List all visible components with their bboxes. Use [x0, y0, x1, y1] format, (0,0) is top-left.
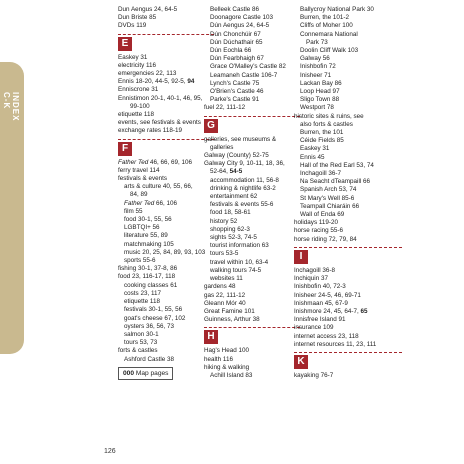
index-entry: Easkey 31 — [300, 145, 330, 153]
index-entry: gas 22, 111-12 — [204, 291, 246, 299]
index-entry: kayaking 76-7 — [294, 371, 334, 379]
index-entry: Sligo Town 88 — [300, 96, 340, 104]
index-entry: Ashford Castle 38 — [124, 355, 175, 363]
index-entry: arts & culture 40, 55, 66, — [124, 183, 193, 191]
index-entry: Na Seacht dTeampaill 66 — [300, 178, 371, 186]
index-entry: galleries, see museums & — [204, 135, 277, 143]
index-entry: Inishbofin 40, 72-3 — [294, 283, 346, 291]
index-entry: Easkey 31 — [118, 53, 148, 61]
index-entry: Lackan Bay 86 — [300, 79, 342, 87]
index-entry: Achill Island 83 — [210, 371, 253, 379]
index-entry: Teampall Chiaráin 66 — [300, 202, 360, 210]
index-entry: websites 11 — [210, 275, 243, 283]
index-entry: fuel 22, 111-12 — [204, 104, 246, 112]
section-header — [204, 327, 302, 344]
section-header — [294, 247, 404, 264]
section-header — [204, 116, 302, 133]
index-entry: Dún Chonchúir 67 — [210, 30, 261, 38]
index-entry: Hall of the Red Earl 53, 74 — [300, 161, 374, 169]
index-entry: Loop Head 97 — [300, 88, 340, 96]
index-entry: tourist information 63 — [210, 242, 269, 250]
section-header — [118, 34, 216, 51]
index-entry: cooking classes 61 — [124, 281, 178, 289]
index-entry: horse racing 55-6 — [294, 227, 344, 235]
section-header — [294, 352, 404, 369]
index-entry: hiking & walking — [204, 363, 250, 371]
index-entry: Dun Briste 85 — [118, 14, 157, 22]
index-entry: health 116 — [204, 355, 233, 363]
index-entry: Inishbofin 72 — [300, 63, 336, 71]
index-entry: emergencies 22, 113 — [118, 70, 177, 78]
index-entry: Ballycroy National Park 30 — [300, 6, 374, 13]
index-entry: costs 23, 117 — [124, 289, 161, 297]
index-entry: historic sites & ruins, see — [294, 112, 364, 120]
index-entry: oysters 36, 56, 73 — [124, 322, 175, 330]
index-entry: O'Brien's Castle 46 — [210, 88, 264, 96]
index-entry: Galway City 9, 10-11, 18, 36, — [204, 160, 285, 168]
index-entry: ferry travel 114 — [118, 166, 160, 174]
index-entry: salmon 30-1 — [124, 330, 159, 338]
index-entry: LGBTQI+ 56 — [124, 224, 160, 232]
index-entry: festivals & events 55-6 — [210, 201, 274, 209]
section-divider — [204, 116, 300, 117]
index-entry: film 55 — [124, 207, 143, 215]
index-entry: Inchagoill 36-7 — [300, 170, 341, 178]
index-entry: also forts & castles — [300, 120, 353, 128]
index-entry: 99-100 — [130, 102, 150, 110]
index-column-2 — [204, 6, 302, 380]
index-entry: Father Ted 46, 66, 69, 106 — [118, 158, 192, 166]
index-entry: Father Ted 66, 106 — [124, 199, 177, 207]
index-entry: Dún Aengus 24, 64-5 — [210, 22, 270, 30]
index-entry: music 20, 25, 84, 89, 93, 103 — [124, 248, 206, 256]
map-legend-number: 000 — [123, 369, 135, 377]
section-letter: F — [118, 142, 132, 156]
index-entry: 84, 89 — [130, 191, 148, 199]
index-entry: Park 73 — [306, 38, 328, 46]
index-entry: Galway 56 — [300, 55, 330, 63]
section-letter: K — [294, 355, 308, 369]
index-entry: etiquette 118 — [118, 111, 154, 119]
index-entry: sports 55-6 — [124, 257, 156, 265]
index-entry: fishing 30-1, 37-8, 86 — [118, 265, 178, 273]
index-entry: Hag's Head 100 — [204, 347, 249, 355]
index-entry: Inisheer 71 — [300, 71, 332, 79]
index-entry: literature 55, 89 — [124, 232, 168, 240]
index-entry: holidays 119-20 — [294, 219, 338, 227]
index-entry: Great Famine 101 — [204, 307, 255, 315]
index-entry: Lynch's Castle 75 — [210, 79, 260, 87]
index-entry: Inchagoill 36-8 — [294, 266, 335, 274]
index-entry: tours 53-5 — [210, 250, 239, 258]
section-divider — [204, 327, 300, 328]
index-entry: insurance 109 — [294, 324, 334, 332]
index-entry: Dun Aengus 24, 64-5 — [118, 6, 178, 13]
index-entry: Burren, the 101-2 — [300, 14, 350, 22]
index-entry: exchange rates 118-19 — [118, 127, 182, 135]
index-entry: events, see festivals & events — [118, 119, 201, 127]
index-entry: goat's cheese 67, 102 — [124, 314, 186, 322]
page-number: 126 — [104, 448, 116, 455]
index-entry: Ennis 18-20, 44-5, 92-5, 94 — [118, 78, 195, 86]
section-letter: H — [204, 330, 218, 344]
index-entry: festivals 30-1, 55, 56 — [124, 306, 183, 314]
section-divider — [294, 352, 402, 353]
index-entry: forts & castles — [118, 347, 158, 355]
index-entry: Doolin Cliff Walk 103 — [300, 47, 359, 55]
index-entry: Wall of Enda 69 — [300, 211, 345, 219]
index-entry: Inishmore 24, 45, 64-7, 65 — [294, 307, 368, 315]
index-entry: Westport 78 — [300, 104, 334, 112]
index-entry: festivals & events — [118, 175, 167, 183]
index-entry: Inchiquin 37 — [294, 275, 328, 283]
index-entry: DVDs 119 — [118, 22, 147, 30]
index-entry: walking tours 74-5 — [210, 266, 262, 274]
index-entry: food 30-1, 55, 56 — [124, 216, 172, 224]
index-entry: Enniscrone 31 — [118, 86, 159, 94]
index-entry: Connemara National — [300, 30, 358, 38]
index-entry: entertainment 62 — [210, 193, 258, 201]
index-entry: internet access 23, 118 — [294, 332, 359, 340]
index-entry: shopping 62-3 — [210, 225, 250, 233]
index-entry: Dún Dúchathair 65 — [210, 38, 263, 46]
index-entry: etiquette 118 — [124, 298, 160, 306]
map-pages-legend — [118, 367, 173, 380]
map-legend-label: Map pages — [135, 369, 169, 377]
index-entry: 52-64, 54-5 — [210, 168, 243, 176]
section-letter: G — [204, 119, 218, 133]
index-entry: food 18, 58-61 — [210, 209, 251, 217]
index-entry: galleries — [210, 143, 234, 151]
index-entry: Gleann Mór 40 — [204, 299, 246, 307]
index-entry: Cliffs of Moher 100 — [300, 22, 353, 30]
index-entry: Galway (County) 52-75 — [204, 152, 269, 160]
section-divider — [294, 247, 402, 248]
index-entry: tours 53, 73 — [124, 339, 158, 347]
index-entry: Ennis 45 — [300, 153, 325, 161]
index-entry: Guinness, Arthur 38 — [204, 316, 260, 324]
index-entry: Parke's Castle 91 — [210, 96, 260, 104]
index-entry: Grace O'Malley's Castle 82 — [210, 63, 286, 71]
index-entry: electricity 116 — [118, 61, 157, 69]
section-divider — [118, 34, 214, 35]
index-entry: gardens 48 — [204, 283, 236, 291]
index-column-1 — [118, 6, 216, 380]
index-entry: history 52 — [210, 217, 238, 225]
index-entry: Spanish Arch 53, 74 — [300, 186, 357, 194]
index-entry: Leamaneh Castle 106-7 — [210, 71, 278, 79]
index-column-3 — [294, 6, 404, 380]
section-divider — [118, 139, 214, 140]
index-entry: Burren, the 101 — [300, 129, 344, 137]
index-entry: sights 52-3, 74-5 — [210, 234, 257, 242]
index-entry: accommodation 11, 56-8 — [210, 176, 279, 184]
index-entry: horse riding 72, 79, 84 — [294, 235, 357, 243]
index-entry: Céide Fields 85 — [300, 137, 344, 145]
index-entry: Dún Fearbhaigh 67 — [210, 55, 264, 63]
index-entry: travel within 10, 63-4 — [210, 258, 269, 266]
index-entry: food 23, 116-17, 118 — [118, 273, 176, 281]
section-letter: E — [118, 37, 132, 51]
index-entry: Doonagore Castle 103 — [210, 14, 274, 22]
side-tab-label: INDEX C-K — [2, 92, 20, 122]
section-header — [118, 139, 216, 156]
index-entry: drinking & nightlife 63-2 — [210, 184, 276, 192]
section-letter: I — [294, 250, 308, 264]
index-entry: Inisheer 24-5, 46, 69-71 — [294, 291, 361, 299]
index-entry: matchmaking 105 — [124, 240, 174, 248]
index-entry: internet resources 11, 23, 111 — [294, 340, 377, 348]
index-entry: Dún Eochla 66 — [210, 47, 252, 55]
index-entry: St Mary's Well 85-6 — [300, 194, 355, 202]
index-entry: Inishmaan 45, 67-9 — [294, 299, 348, 307]
index-entry: Innisfree Island 91 — [294, 316, 346, 324]
index-entry: Ennistimon 20-1, 40-1, 46, 95, — [118, 94, 203, 102]
index-entry: Belleek Castle 86 — [210, 6, 260, 13]
